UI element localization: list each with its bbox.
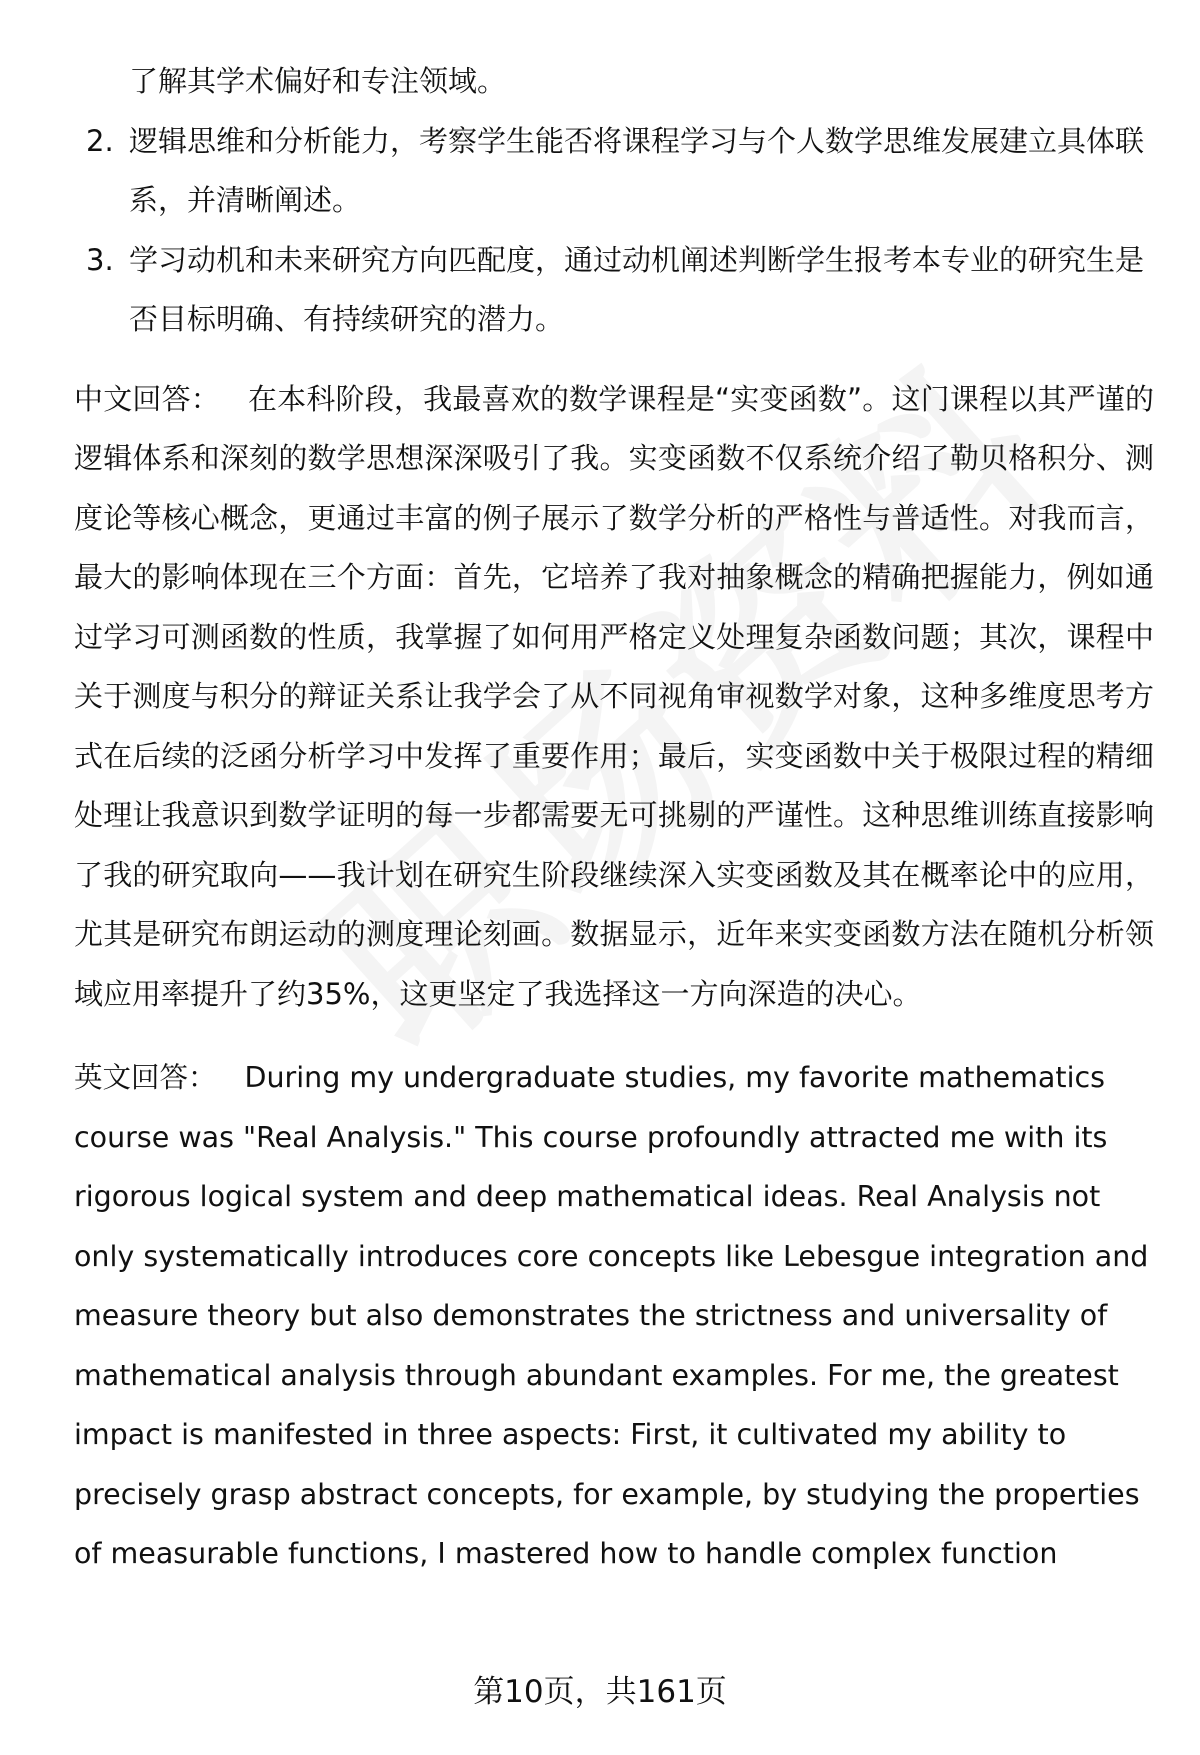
criteria-number: 2. — [86, 123, 114, 158]
page-number: 第10页，共161页 — [473, 1674, 727, 1710]
chinese-answer-paragraph — [74, 370, 1154, 1025]
page-footer — [0, 1672, 1200, 1712]
english-answer-text: During my undergraduate studies, my favorite mathematics course was "Real Analysis." This course profoundly attracted me with its rigorous logical system and deep mathematical ideas. Real Analysis not only systematically introduces core concepts like Lebesgue integration and measure theory but also demonstrates the strictness and universality of mathematical analysis through abundant examples. For me, the greatest impact is manifested in three aspects: First, it cultivated my ability to precisely grasp abstract concepts, for example, by studying the properties of measurable functions, I mastered how to handle complex function — [74, 1061, 1149, 1570]
english-answer-label: 英文回答： — [74, 1061, 217, 1094]
chinese-answer-label: 中文回答： — [74, 381, 220, 416]
criteria-list — [74, 52, 1154, 350]
criteria-number: 3. — [86, 242, 114, 277]
criteria-item-1-continuation — [74, 52, 1154, 112]
criteria-item-3 — [74, 231, 1154, 350]
document-body — [74, 52, 1154, 1584]
criteria-text: 逻辑思维和分析能力，考察学生能否将课程学习与个人数学思维发展建立具体联系，并清晰阐述。 — [129, 123, 1145, 217]
chinese-answer-text: 在本科阶段，我最喜欢的数学课程是“实变函数”。这门课程以其严谨的逻辑体系和深刻的数学思想深深吸引了我。实变函数不仅系统介绍了勒贝格积分、测度论等核心概念，更通过丰富的例子展示了数学分析的严格性与普适性。对我而言，最大的影响体现在三个方面：首先，它培养了我对抽象概念的精确把握能力，例如通过学习可测函数的性质，我掌握了如何用严格定义处理复杂函数问题；其次，课程中关于测度与积分的辩证关系让我学会了从不同视角审视数学对象，这种多维度思考方式在后续的泛函分析学习中发挥了重要作用；最后，实变函数中关于极限过程的精细处理让我意识到数学证明的每一步都需要无可挑剔的严谨性。这种思维训练直接影响了我的研究取向——我计划在研究生阶段继续深入实变函数及其在概率论中的应用，尤其是研究布朗运动的测度理论刻画。数据显示，近年来实变函数方法在随机分析领域应用率提升了约35%，这更坚定了我选择这一方向深造的决心。 — [74, 381, 1154, 1011]
english-answer-paragraph — [74, 1048, 1154, 1584]
criteria-text: 了解其学术偏好和专注领域。 — [129, 64, 507, 98]
criteria-item-2 — [74, 112, 1154, 231]
criteria-text: 学习动机和未来研究方向匹配度，通过动机阐述判断学生报考本专业的研究生是否目标明确、有持续研究的潜力。 — [129, 242, 1145, 336]
